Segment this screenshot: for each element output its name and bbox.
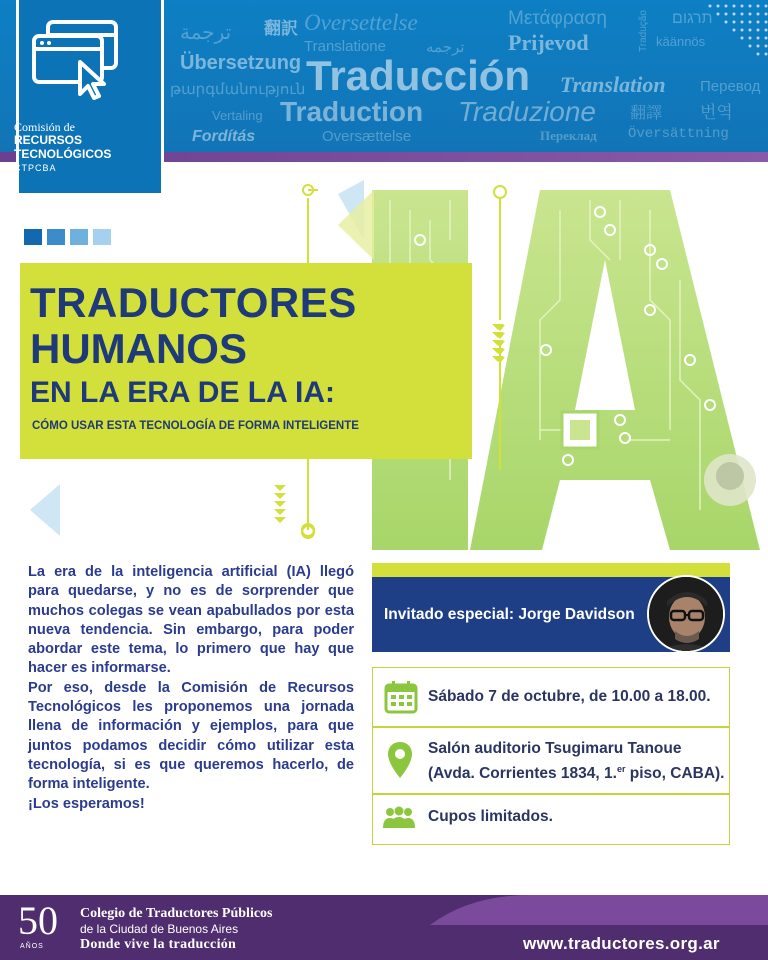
dot-pattern [700,0,768,60]
title-line-1: TRADUCTORES [30,279,357,326]
footer-website-link[interactable]: www.traductores.org.ar [523,934,720,953]
banner-word: Traduzione [458,96,597,127]
banner-word: käännös [656,34,706,49]
event-venue [428,738,725,784]
deco-square [93,229,111,245]
arrow-triangle [30,484,60,536]
venue-address: (Avda. Corrientes 1834, 1. [428,765,617,783]
banner-word: Oversettelse [304,10,418,35]
banner-word: Übersetzung [180,52,302,74]
guest-photo [647,575,725,653]
guest-label: Invitado especial: Jorge Davidson [384,606,635,623]
footer-wave [430,895,768,925]
footer-tagline: Donde vive la traducción [80,937,237,952]
venue-superscript: er [616,764,626,774]
logo-line-2a: RECURSOS [14,133,83,147]
banner-word: Traduction [280,96,424,127]
banner-word: 翻訳 [264,19,298,38]
banner-word: Translatione [304,38,386,55]
deco-square [47,229,65,245]
anniversary-word: AÑOS [20,943,44,950]
banner-word: Traducción [306,52,531,99]
event-capacity: Cupos limitados. [428,808,553,825]
browser-cursor-icon [30,16,120,102]
banner-word: Translation [560,72,666,97]
body-text [28,563,354,814]
banner-word: Tradução [638,10,649,52]
venue-address-end: piso, CABA). [625,765,725,783]
banner-word: ترجمه [426,39,465,56]
banner-word: Μετάφραση [508,8,607,29]
anniversary-number: 50 [18,898,58,943]
banner-word: תרגום [672,10,713,27]
venue-line-2 [428,759,725,784]
title-line-3: EN LA ERA DE LA IA: [30,376,335,409]
deco-square [24,229,42,245]
banner-word: 번역 [700,103,733,122]
logo-line-2b: TECNOLÓGICOS [14,147,112,161]
location-pin-icon [386,740,414,780]
footer-org-city: de la Ciudad de Buenos Aires [80,922,239,936]
chevron-down-icon [272,483,288,529]
banner-word: 翻譯 [630,105,663,122]
divider [372,726,730,728]
divider [372,793,730,795]
people-icon [382,806,416,830]
guest-accent-bar [372,563,730,577]
banner-word: Oversættelse [322,128,412,145]
logo-line-1: Comisión de [14,120,76,134]
body-paragraph: La era de la inteligencia artificial (IA) llegó para quedarse, y no es de sorprender que muchos colegas se vean apabullados por esta nueva tendencia. Sin embargo, para poder abordar este tema, lo primero que hay que hacer es informarse. [28,564,354,677]
banner-word: թարգմանություն [170,81,306,98]
logo-line-2 [14,133,144,161]
body-paragraph: Por eso, desde la Comisión de Recursos Tecnológicos les proponemos una jornada llena de información y ejemplos, para que juntos podamos decidir cómo utilizar esta tecnología, si es que queremos hacerlo, de forma inteligente. [28,679,354,793]
banner-word: Vertaling [212,108,263,123]
event-date: Sábado 7 de octubre, de 10.00 a 18.00. [428,688,711,705]
title-subtitle: CÓMO USAR ESTA TECNOLOGÍA DE FORMA INTELIGENTE [32,420,359,432]
anniversary-logo [18,898,68,956]
deco-square [70,229,88,245]
venue-line-1: Salón auditorio Tsugimaru Tanoue [428,740,682,757]
banner-word: ترجمة [180,22,232,44]
banner-word: Переклад [540,128,597,143]
body-paragraph: ¡Los esperamos! [28,795,145,812]
banner-word: Översättning [628,126,729,142]
chevron-down-icon [490,322,506,368]
banner-word: Перевод [700,78,761,95]
footer-org-name: Colegio de Traductores Públicos [80,906,273,921]
banner-word: Prijevod [508,30,589,55]
calendar-icon [384,680,418,714]
title-line-2: HUMANOS [30,325,247,372]
logo-line-3: CTPCBA [14,163,57,173]
banner-word: Fordítás [192,128,256,145]
guest-portrait [649,577,723,651]
arrow-triangle [338,190,374,260]
